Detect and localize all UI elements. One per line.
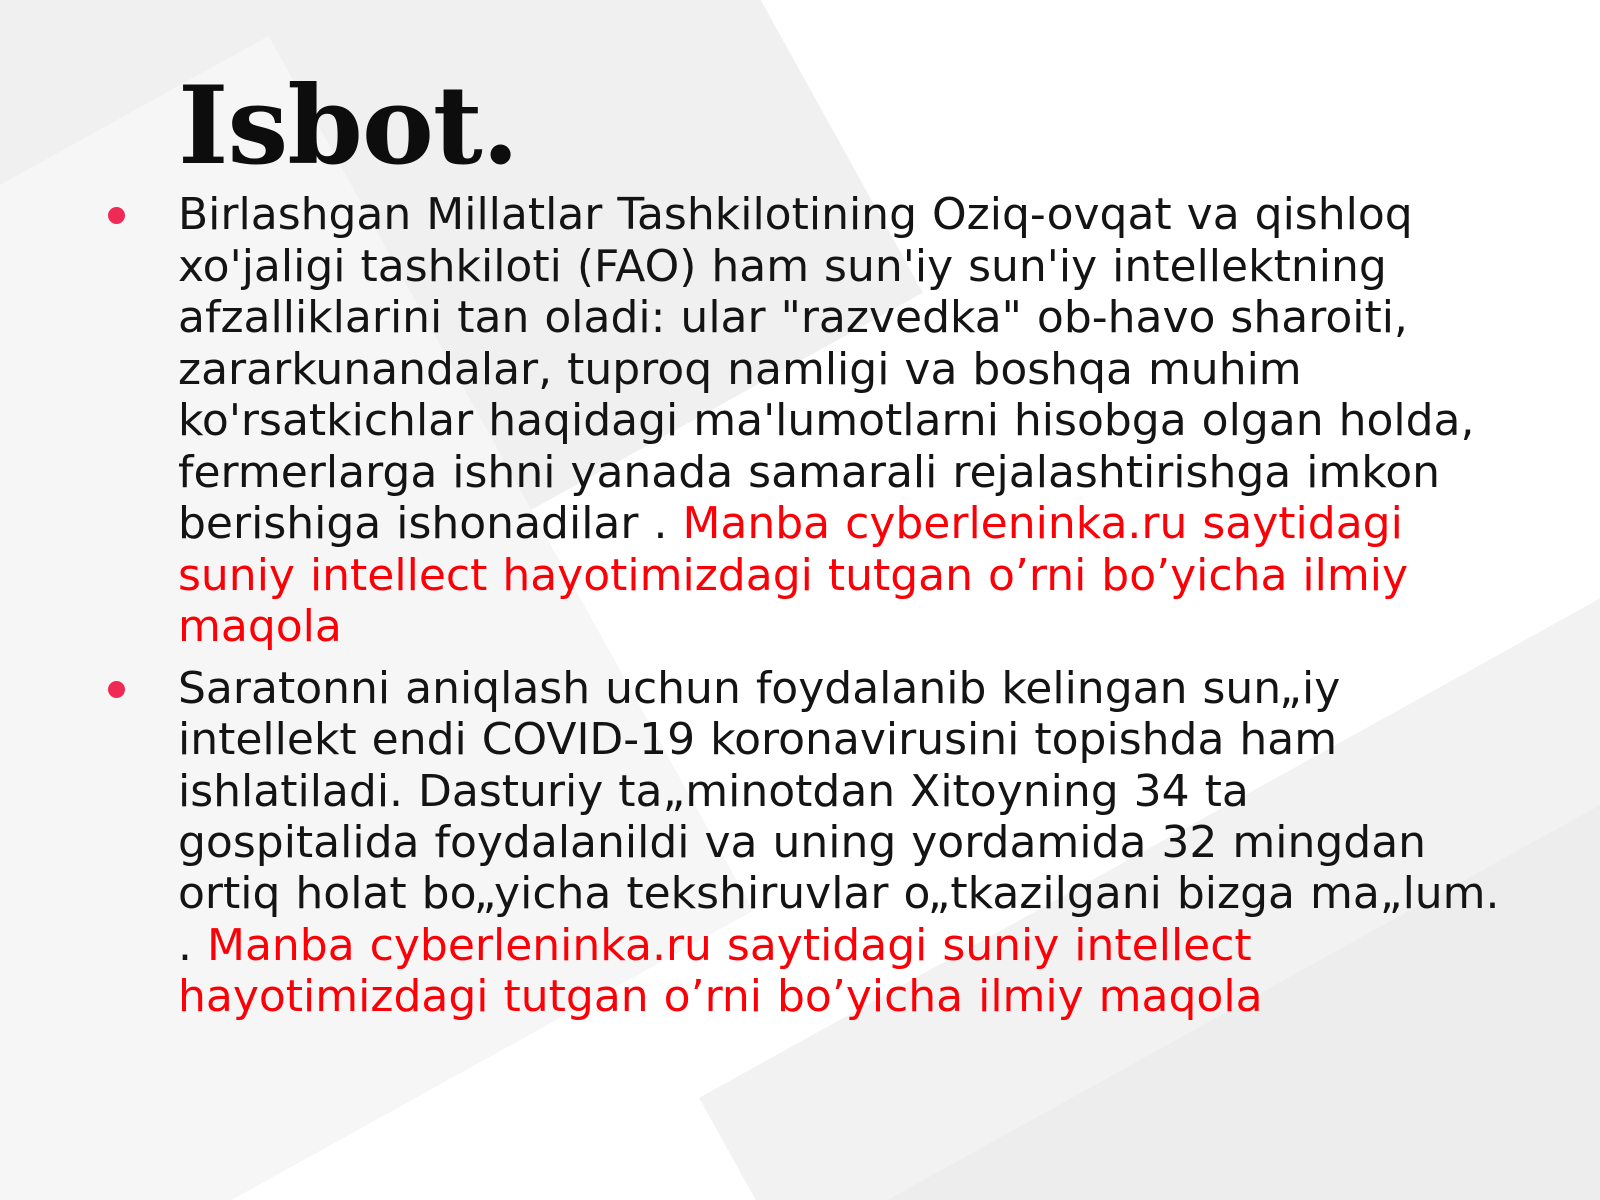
bullet-dot-icon: [108, 207, 125, 224]
bullet-list: [100, 189, 1500, 1023]
bullet-paragraph: [178, 189, 1500, 652]
bullet-body-text: Saratonni aniqlash uchun foydalanib kelingan sun„iy intellekt endi COVID-19 koronavirusini topishda ham ishlatiladi. Dasturiy ta„minotdan Xitoyning 34 ta gospitalida foydalanildi va uning yordamida 32 mingdan ortiq holat bo„yicha tekshiruvlar o„tkazilgani bizga ma„lum. .: [178, 662, 1500, 971]
source-reference-link[interactable]: Manba cyberleninka.ru saytidagi suniy intellect hayotimizdagi tutgan o’rni bo’yicha ilmiy maqola: [178, 498, 1409, 653]
list-item: [100, 663, 1500, 1023]
bullet-paragraph: [178, 663, 1500, 1023]
page-title: Isbot.: [178, 63, 519, 189]
bullet-dot-icon: [108, 681, 125, 698]
bullet-body-text: Birlashgan Millatlar Tashkilotining Oziq-ovqat va qishloq xo'jaligi tashkiloti (FAO) ham sun'iy sun'iy intellektning afzalliklarini tan oladi: ular "razvedka" ob-havo sharoiti, zararkunandalar, tuproq namligi va boshqa muhim ko'rsatkichlar haqidagi ma'lumotlarni hisobga olgan holda, fermerlarga ishni yanada samarali rejalashtirishga imkon berishiga ishonadilar .: [178, 189, 1475, 550]
source-reference-link[interactable]: Manba cyberleninka.ru saytidagi suniy intellect hayotimizdagi tutgan o’rni bo’yicha ilmiy maqola: [178, 919, 1263, 1023]
list-item: [100, 189, 1500, 652]
